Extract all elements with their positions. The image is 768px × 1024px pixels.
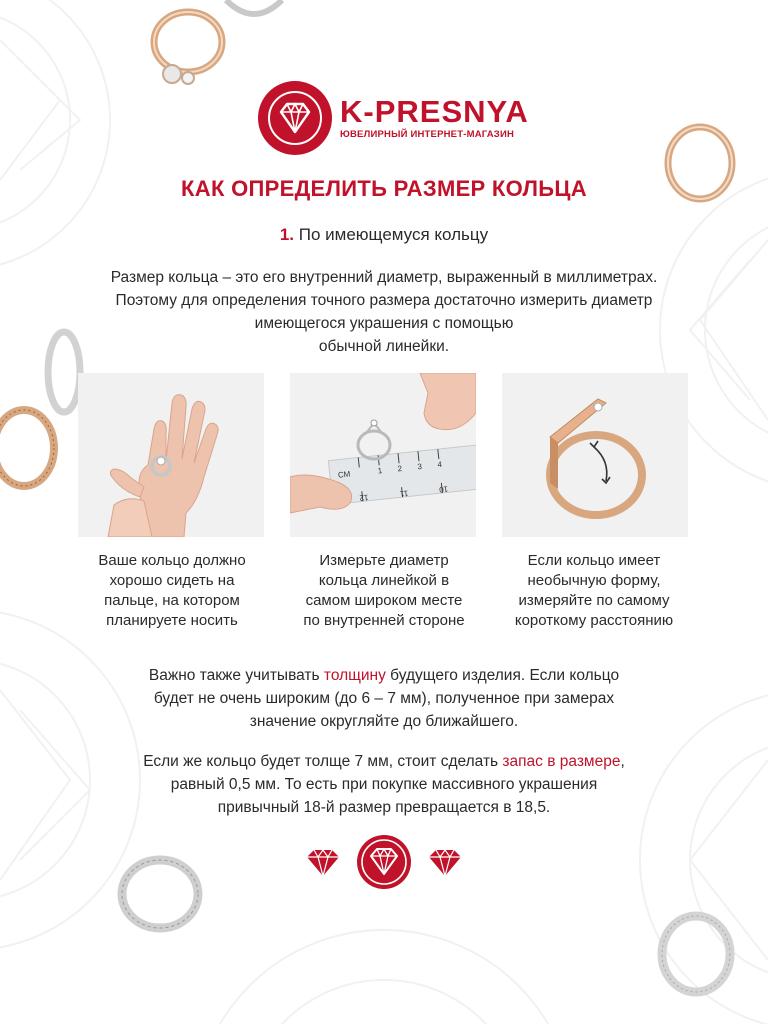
step-number: 1. xyxy=(279,225,295,244)
para-line: равный 0,5 мм. То есть при покупке массивного украшения xyxy=(170,776,598,793)
decor-ring-bottom-right xyxy=(650,904,740,1004)
thickness-highlight: толщину xyxy=(323,667,386,684)
intro-line: Размер кольца – это его внутренний диаметр, выраженный в миллиметрах. xyxy=(110,269,658,286)
ruler-tick-label: 2 xyxy=(397,464,403,474)
decor-ring-top-left xyxy=(140,0,230,100)
para-line: значение округляйте до ближайшего. xyxy=(249,713,519,730)
diamond-logo-icon xyxy=(356,834,412,895)
tip-caption-1 xyxy=(72,551,272,631)
tip-line: самом широком месте xyxy=(305,592,463,609)
ruler-tick-label: 1 xyxy=(377,466,383,476)
tip-line: Ваше кольцо должно xyxy=(98,552,246,569)
diamond-icon xyxy=(426,848,464,883)
step-text: По имеющемуся кольцу xyxy=(298,225,489,244)
diamond-logo-icon xyxy=(258,81,332,155)
para-line: будет не очень широким (до 6 – 7 мм), полученное при замерах xyxy=(153,690,615,707)
tip-line: Измерьте диаметр xyxy=(319,552,449,569)
tip-line: короткому расстоянию xyxy=(514,612,674,629)
ruler-tick-label: 10 xyxy=(438,484,449,495)
para-text: , xyxy=(620,753,625,770)
thickness-paragraph xyxy=(60,664,708,733)
photo-signet-ring xyxy=(502,373,688,537)
size-margin-paragraph xyxy=(60,750,708,819)
brand-logo[interactable] xyxy=(258,80,529,156)
ruler-tick-label: 3 xyxy=(417,461,423,472)
intro-paragraph xyxy=(60,266,708,358)
ruler-unit-label: СМ xyxy=(337,469,351,480)
para-line: привычный 18-й размер превращается в 18,5. xyxy=(217,799,551,816)
decor-ring-left-gold xyxy=(0,402,66,494)
photo-ruler-measure xyxy=(290,373,476,537)
tip-line: хорошо сидеть на xyxy=(109,572,235,589)
tip-line: кольца линейкой в xyxy=(318,572,450,589)
intro-line: имеющегося украшения с помощью xyxy=(254,315,514,332)
intro-line: обычной линейки. xyxy=(318,338,450,355)
para-text: Важно также учитывать xyxy=(148,667,324,684)
tip-line: Если кольцо имеет xyxy=(527,552,661,569)
page-title: КАК ОПРЕДЕЛИТЬ РАЗМЕР КОЛЬЦА xyxy=(181,176,587,201)
size-margin-highlight: запас в размере xyxy=(502,753,621,770)
ruler-tick-label: 12 xyxy=(359,492,369,503)
step-heading xyxy=(0,225,768,245)
bottom-decoration xyxy=(0,834,768,890)
para-line xyxy=(60,750,708,773)
tip-line: по внутренней стороне xyxy=(303,612,465,629)
tip-line: измеряйте по самому xyxy=(518,592,670,609)
brand-tagline: ЮВЕЛИРНЫЙ ИНТЕРНЕТ-МАГАЗИН xyxy=(340,129,515,140)
decor-ring-top-center xyxy=(222,0,286,22)
para-line xyxy=(60,664,708,687)
brand-text xyxy=(340,96,529,140)
ruler-tick-label: 4 xyxy=(436,459,443,470)
tip-line: планируете носить xyxy=(106,612,238,629)
brand-name: K-PRESNYA xyxy=(340,94,529,129)
ruler-tick-label: 11 xyxy=(399,488,409,499)
tip-line: пальце, на котором xyxy=(104,592,240,609)
tip-line: необычную форму, xyxy=(527,572,661,589)
intro-line: Поэтому для определения точного размера достаточно измерить диаметр xyxy=(115,292,653,309)
para-text: будущего изделия. Если кольцо xyxy=(385,667,620,684)
para-text: Если же кольцо будет толще 7 мм, стоит сделать xyxy=(143,753,503,770)
tip-caption-2 xyxy=(284,551,484,631)
tip-caption-3 xyxy=(494,551,694,631)
diamond-icon xyxy=(304,848,342,883)
photo-hand-ring xyxy=(78,373,264,537)
